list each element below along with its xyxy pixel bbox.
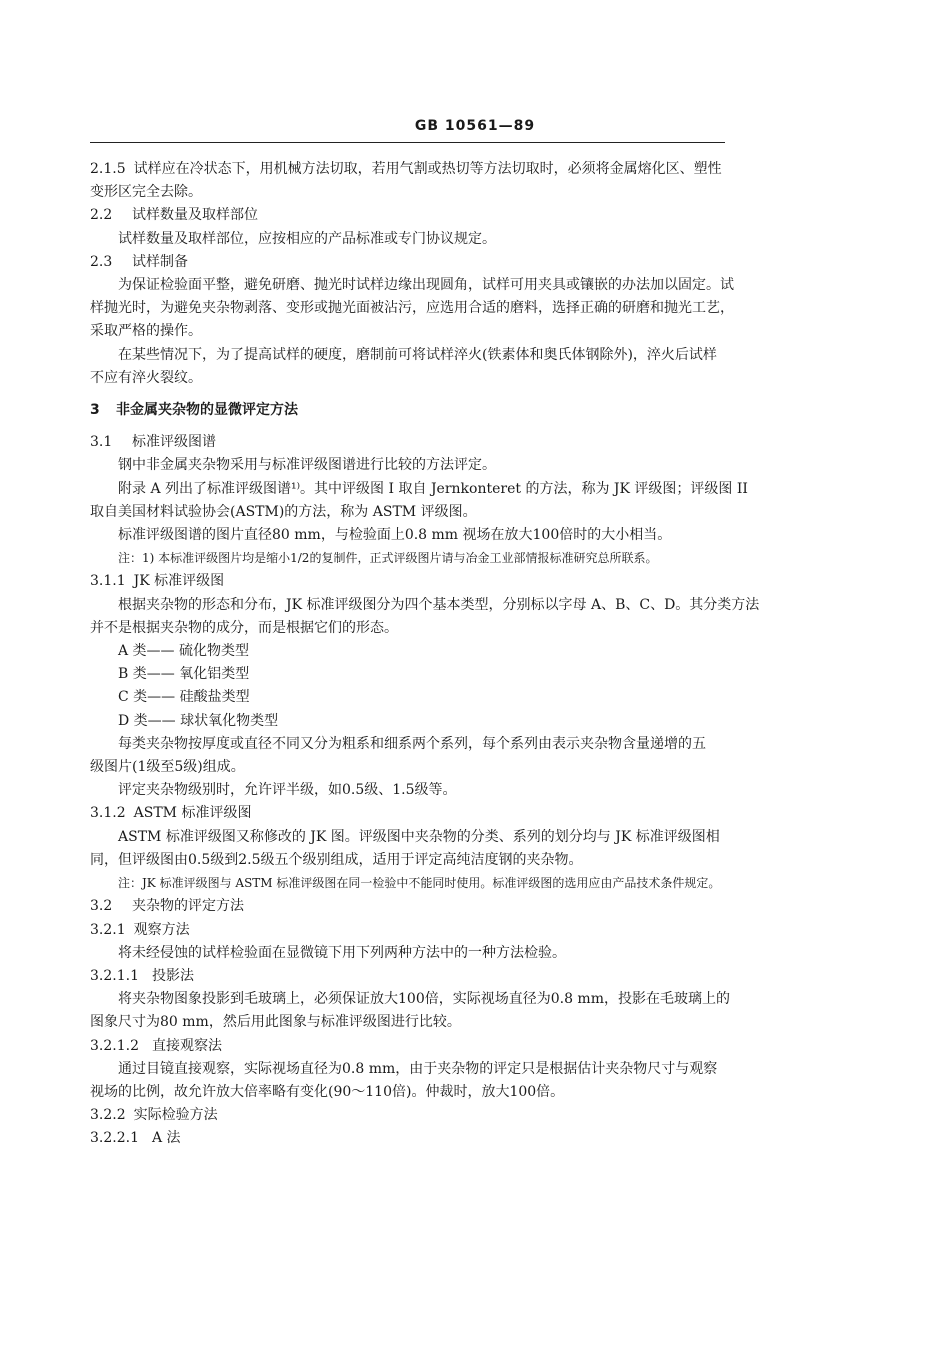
paragraph-line: 将未经侵蚀的试样检验面在显微镜下用下列两种方法中的一种方法检验。	[118, 944, 566, 961]
footnote: 注：JK 标准评级图与 ASTM 标准评级图在同一检验中不能同时使用。标准评级图的选用应由产品技术条件规定。	[118, 876, 721, 891]
clause-number: 2.1.5	[90, 161, 126, 177]
paragraph-line: 级图片(1级至5级)组成。	[90, 759, 245, 776]
clause-number: 2.2	[90, 207, 113, 224]
clause-number: 3.2.1.1	[90, 967, 139, 984]
paragraph-line: A 类—— 硫化物类型	[118, 643, 250, 660]
clause-title: 试样制备	[132, 253, 188, 270]
clause-number: 3.2.2.1	[90, 1130, 139, 1147]
clause-heading	[90, 251, 730, 274]
clause-heading	[90, 158, 730, 181]
paragraph-line: 不应有淬火裂纹。	[90, 369, 202, 386]
paragraph-line: 视场的比例，故允许放大倍率略有变化(90～110倍)。仲裁时，放大100倍。	[90, 1083, 565, 1100]
clause-title: 观察方法	[133, 921, 190, 938]
clause-number: 3.1	[90, 434, 113, 451]
paragraph-line: 根据夹杂物的形态和分布，JK 标准评级图分为四个基本类型，分别标以字母 A、B、C、D。其分类方法	[118, 596, 760, 613]
paragraph-line: 采取严格的操作。	[90, 323, 202, 340]
paragraph-line: 钢中非金属夹杂物采用与标准评级图谱进行比较的方法评定。	[118, 457, 496, 474]
paragraph-line: 在某些情况下，为了提高试样的硬度，磨制前可将试样淬火(铁素体和奥氏体钢除外)，淬火后试样	[118, 346, 717, 363]
paragraph-line: ASTM 标准评级图又称修改的 JK 图。评级图中夹杂物的分类、系列的划分均与 JK 标准评级图相	[118, 828, 720, 845]
clause-title: 试样数量及取样部位	[132, 207, 258, 224]
clause-heading	[90, 570, 730, 593]
clause-number: 3.2.1	[90, 921, 126, 938]
clause-heading	[90, 802, 730, 825]
clause-heading	[90, 1104, 730, 1127]
clause-heading	[90, 919, 730, 942]
paragraph-line: B 类—— 氧化铝类型	[118, 666, 250, 683]
section-heading	[90, 399, 730, 422]
paragraph-line: 同，但评级图由0.5级到2.5级五个级别组成，适用于评定高纯洁度钢的夹杂物。	[90, 851, 583, 868]
footnote: 注：1) 本标准评级图片均是缩小1/2的复制件，正式评级图片请与冶金工业部情报标准研究总所联系。	[118, 551, 658, 566]
paragraph-line: 试样数量及取样部位，应按相应的产品标准或专门协议规定。	[118, 230, 496, 247]
document-body	[90, 158, 760, 1151]
clause-title: ASTM 标准评级图	[133, 805, 252, 822]
paragraph-line: 附录 A 列出了标准评级图谱¹⁾。其中评级图 I 取自 Jernkonteret 的方法，称为 JK 评级图；评级图 II	[118, 480, 748, 497]
paragraph-line: 图象尺寸为80 mm，然后用此图象与标准评级图进行比较。	[90, 1014, 461, 1031]
clause-title: 非金属夹杂物的显微评定方法	[116, 402, 298, 419]
paragraph-line: 将夹杂物图象投影到毛玻璃上，必须保证放大100倍，实际视场直径为0.8 mm，投影在毛玻璃上的	[118, 991, 730, 1008]
clause-title: 投影法	[152, 967, 194, 984]
clause-title: 夹杂物的评定方法	[132, 898, 244, 915]
clause-heading	[90, 204, 730, 227]
header-rule	[90, 142, 725, 143]
clause-heading	[90, 1035, 730, 1058]
clause-number: 3.1.2	[90, 805, 126, 822]
clause-number: 3.2	[90, 898, 113, 915]
clause-number: 3.1.1	[90, 573, 126, 590]
clause-title: 试样应在冷状态下，用机械方法切取，若用气割或热切等方法切取时，必须将金属熔化区、塑性	[133, 161, 722, 177]
clause-title: 直接观察法	[152, 1037, 222, 1054]
clause-number: 2.3	[90, 253, 113, 270]
paragraph-line: 样抛光时，为避免夹杂物剥落、变形或抛光面被沾污，应选用合适的磨料，选择正确的研磨和抛光工艺，	[90, 300, 734, 317]
clause-heading	[90, 1127, 730, 1150]
paragraph-line: 每类夹杂物按厚度或直径不同又分为粗系和细系两个系列，每个系列由表示夹杂物含量递增的五	[118, 735, 706, 752]
paragraph-line: 评定夹杂物级别时，允许评半级，如0.5级、1.5级等。	[118, 782, 457, 799]
clause-title: 实际检验方法	[133, 1107, 218, 1124]
paragraph-line: 通过目镜直接观察，实际视场直径为0.8 mm，由于夹杂物的评定只是根据估计夹杂物尺寸与观察	[118, 1060, 718, 1077]
clause-title: 标准评级图谱	[132, 434, 216, 451]
clause-heading	[90, 431, 730, 454]
clause-heading	[90, 965, 730, 988]
clause-number: 3.2.1.2	[90, 1037, 139, 1054]
clause-number: 3.2.2	[90, 1107, 126, 1124]
paragraph-line: 变形区完全去除。	[90, 184, 202, 201]
paragraph-line: D 类—— 球状氧化物类型	[118, 712, 279, 729]
clause-title: JK 标准评级图	[133, 573, 225, 590]
paragraph-line: C 类—— 硅酸盐类型	[118, 689, 250, 706]
document-header: GB 10561—89	[414, 118, 536, 134]
clause-number: 3	[90, 402, 100, 419]
paragraph-line: 标准评级图谱的图片直径80 mm，与检验面上0.8 mm 视场在放大100倍时的大小相当。	[118, 527, 672, 544]
clause-title: A 法	[152, 1130, 181, 1147]
clause-heading	[90, 895, 730, 918]
paragraph-line: 为保证检验面平整，避免研磨、抛光时试样边缘出现圆角，试样可用夹具或镶嵌的办法加以固定。试	[118, 277, 734, 294]
paragraph-line: 并不是根据夹杂物的成分，而是根据它们的形态。	[90, 619, 398, 636]
paragraph-line: 取自美国材料试验协会(ASTM)的方法，称为 ASTM 评级图。	[90, 503, 477, 520]
